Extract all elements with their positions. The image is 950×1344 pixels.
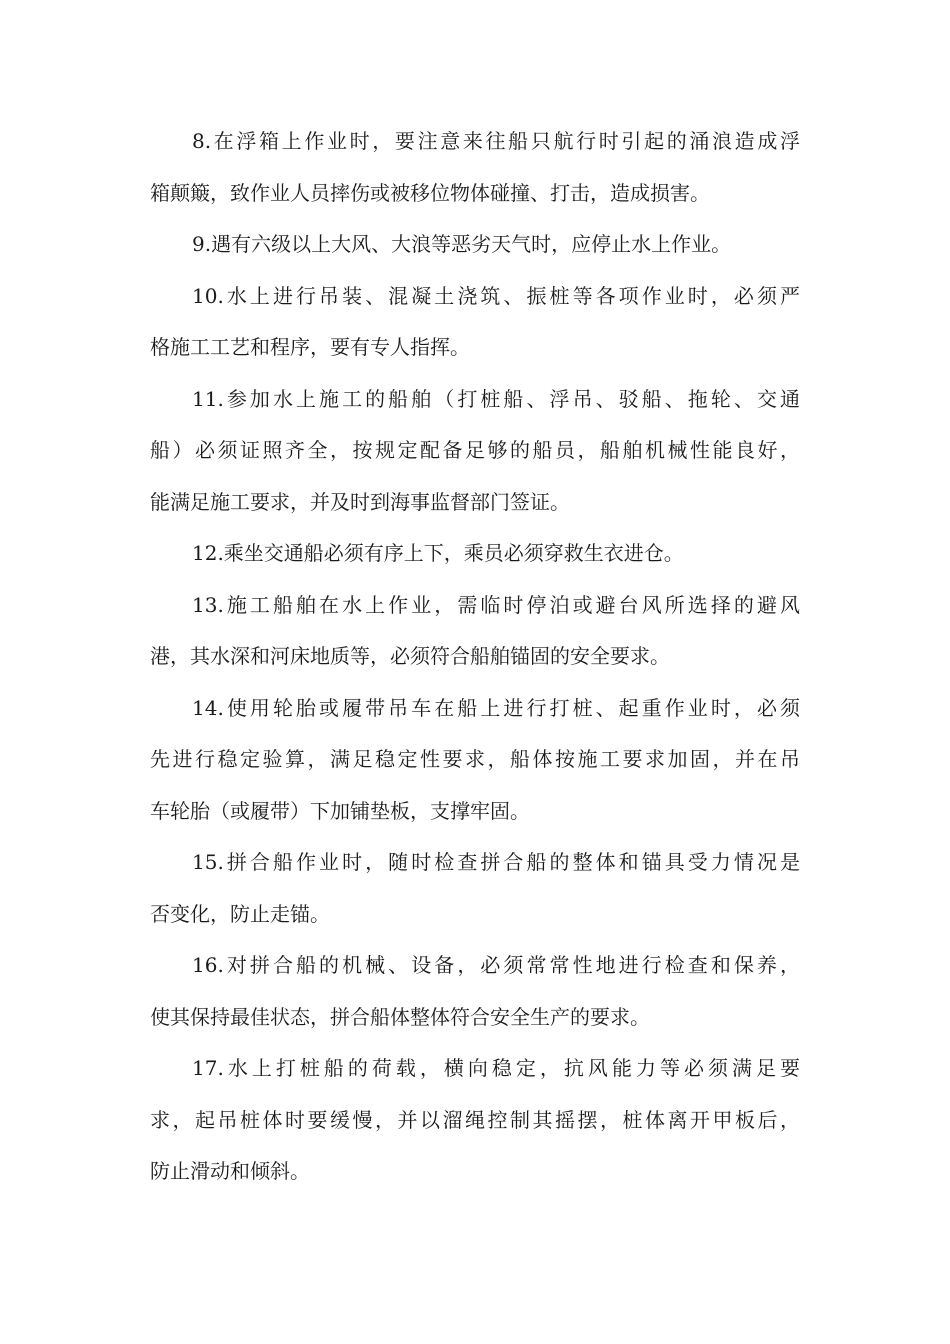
paragraph-17 (150, 1043, 800, 1198)
paragraph-line: 船）必须证照齐全，按规定配备足够的船员，船舶机械性能良好， (150, 438, 800, 462)
paragraph-line: 14.使用轮胎或履带吊车在船上进行打桩、起重作业时，必须 (192, 695, 800, 720)
paragraph-9 (150, 219, 800, 271)
paragraph-line: 箱颠簸，致作业人员摔伤或被移位物体碰撞、打击，造成损害。 (150, 180, 710, 205)
paragraph-line: 8.在浮箱上作业时，要注意来往船只航行时引起的涌浪造成浮 (192, 129, 800, 153)
paragraph-line: 车轮胎（或履带）下加铺垫板，支撑牢固。 (150, 798, 530, 823)
paragraph-10 (150, 271, 800, 374)
paragraph-15 (150, 837, 800, 940)
paragraph-line: 16.对拼合船的机械、设备，必须常常性地进行检查和保养， (192, 953, 800, 977)
paragraph-line: 使其保持最佳状态，拼合船体整体符合安全生产的要求。 (150, 1004, 650, 1029)
paragraph-line: 能满足施工要求，并及时到海事监督部门签证。 (150, 489, 570, 514)
paragraph-12 (150, 528, 800, 580)
paragraph-line: 9.遇有六级以上大风、大浪等恶劣天气时，应停止水上作业。 (192, 232, 732, 256)
paragraph-line: 先进行稳定验算，满足稳定性要求，船体按施工要求加固，并在吊 (150, 747, 800, 771)
paragraph-line: 11.参加水上施工的船舶（打桩船、浮吊、驳船、拖轮、交通 (192, 386, 800, 411)
paragraph-line: 否变化，防止走锚。 (150, 901, 330, 926)
paragraph-line: 格施工工艺和程序，要有专人指挥。 (150, 335, 470, 359)
paragraph-line: 15.拼合船作业时，随时检查拼合船的整体和锚具受力情况是 (192, 850, 800, 874)
paragraph-line: 17.水上打桩船的荷载，横向稳定，抗风能力等必须满足要 (192, 1056, 800, 1080)
paragraph-14 (150, 683, 800, 838)
paragraph-line: 防止滑动和倾斜。 (150, 1159, 310, 1183)
paragraph-line: 港，其水深和河床地质等，必须符合船舶锚固的安全要求。 (150, 644, 670, 668)
paragraph-16 (150, 940, 800, 1043)
paragraph-line: 12.乘坐交通船必须有序上下，乘员必须穿救生衣进仓。 (192, 541, 684, 565)
paragraph-line: 13.施工船舶在水上作业，需临时停泊或避台风所选择的避风 (192, 592, 800, 617)
document-page (150, 116, 800, 1198)
paragraph-8 (150, 116, 800, 219)
paragraph-13 (150, 580, 800, 683)
paragraph-11 (150, 374, 800, 529)
paragraph-line: 10.水上进行吊装、混凝土浇筑、振桩等各项作业时，必须严 (192, 283, 800, 308)
paragraph-line: 求，起吊桩体时要缓慢，并以溜绳控制其摇摆，桩体离开甲板后， (150, 1107, 800, 1132)
